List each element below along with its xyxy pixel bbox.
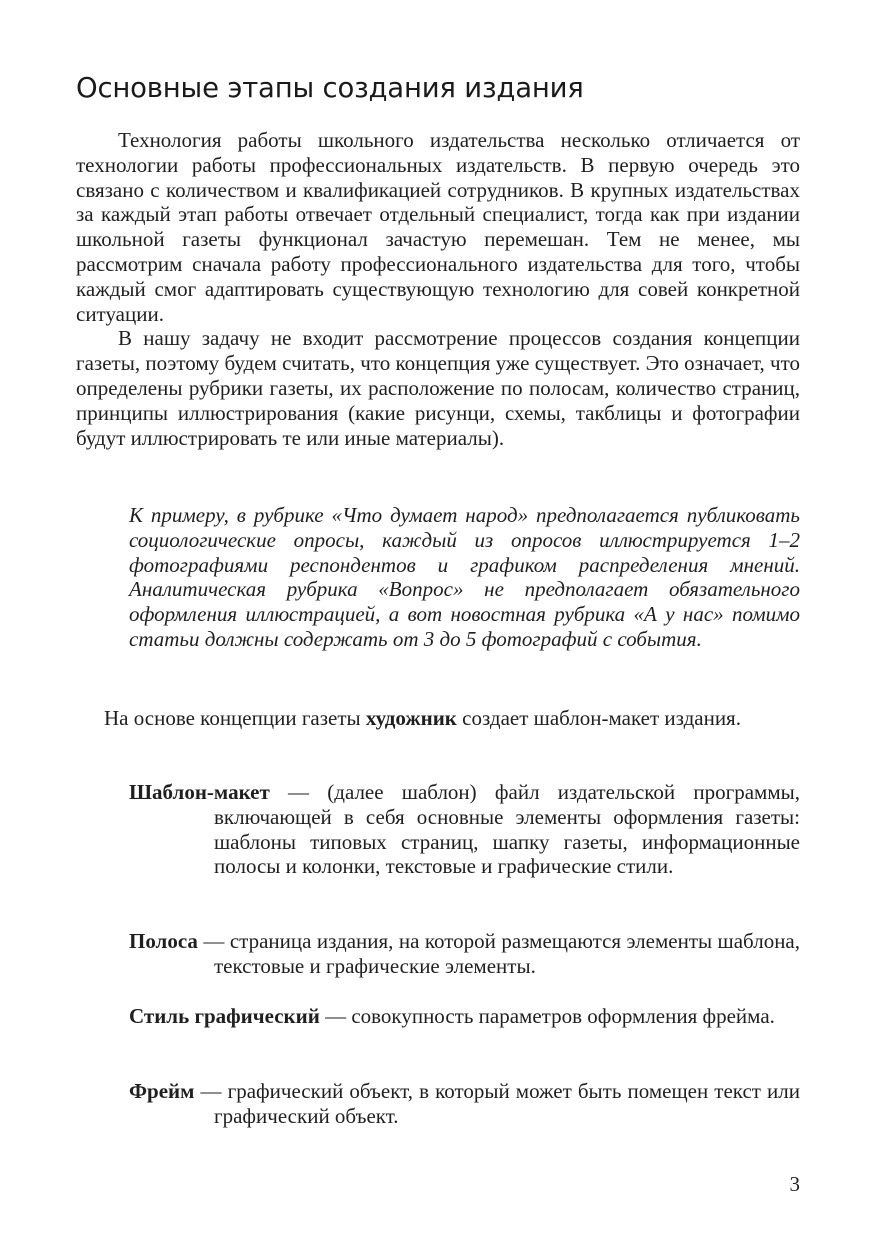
intro-before: На основе концепции газеты [104,706,366,730]
intro-after: создает шаблон-макет издания. [456,706,741,730]
definition-term: Полоса [129,929,198,953]
definition-frame [129,1079,800,1129]
body-text [76,128,800,450]
definition-text: — совокупность параметров оформления фрейма. [319,1004,775,1028]
definition-term: Шаблон-макет [129,780,270,804]
paragraph-2: В нашу задачу не входит рассмотрение процессов создания концепции газеты, поэтому будем считать, что концепция уже существует. Это означает, что определены рубрики газеты, их расположение по полосам, количество страниц, принципы иллюстрирования (какие рисунци, схемы, такблицы и фотографии будут иллюстрировать те или иные материалы). [76,326,800,450]
intro-bold-term: художник [365,706,457,730]
definition-text: — (далее шаблон) файл издательской программы, включающей в себя основные элементы оформления газеты: шаблоны типовых страниц, шапку газеты, информационные полосы и колонки, текстовые и графические стили. [214,780,800,879]
intro-paragraph [76,706,800,731]
definition-text: — графический объект, в который может быть помещен текст или графический объект. [194,1079,800,1128]
page-title: Основные этапы создания издания [76,72,584,104]
page-number: 3 [789,1172,800,1196]
definition-template-layout [129,780,800,879]
paragraph-1: Технология работы школьного издательства несколько отличается от технологии работы профессиональных издательств. В первую очередь это связано с количеством и квалификацией сотрудников. В крупных издательствах за каждый этап работы отвечает отдельный специалист, тогда как при издании школьной газеты функционал зачастую перемешан. Тем не менее, мы рассмотрим сначала работу профессионального издательства для того, чтобы каждый смог адаптировать существующую технологию для совей конкретной ситуации. [76,128,800,326]
definition-strip [129,929,800,979]
definition-term: Фрейм [129,1079,195,1103]
example-note: К примеру, в рубрике «Что думает народ» предполагается публиковать социологические опросы, каждый из опросов иллюстрируется 1–2 фотографиями респондентов и графиком распределения мнений. Аналитическая рубрика «Вопрос» не предполагает обязательного оформления иллюстрацией, а вот новостная рубрика «А у нас» помимо статьи должны содержать от 3 до 5 фотографий с события. [129,503,800,651]
definition-text: — страница издания, на которой размещаются элементы шаблона, текстовые и графические элементы. [197,929,800,978]
definition-graphic-style [129,1004,800,1029]
definition-term: Стиль графический [129,1004,320,1028]
